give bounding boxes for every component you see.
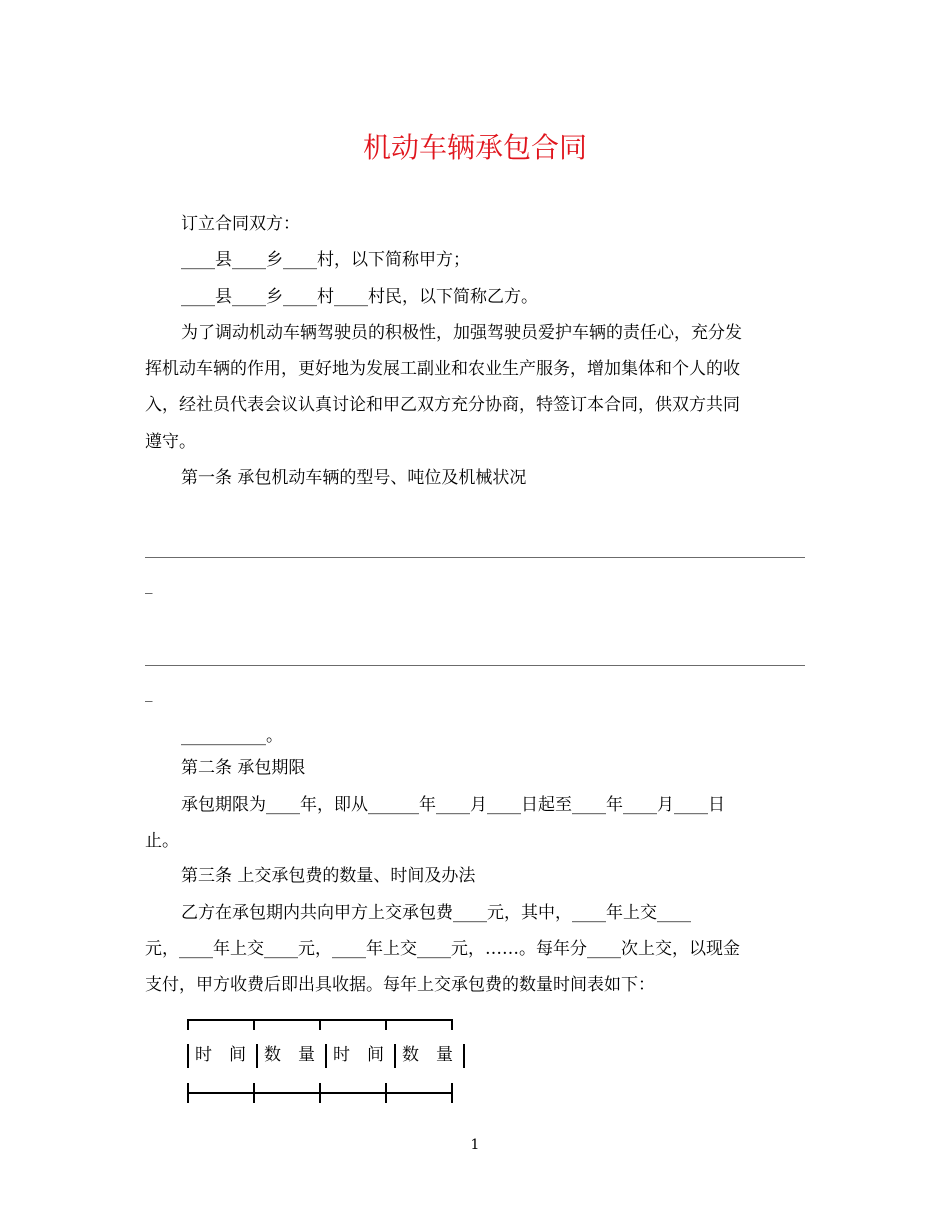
paragraph-term-line-1: 承包期限为____年，即从______年____月____日起至____年____月____日 — [181, 795, 725, 815]
fill-line-1-tail: _ — [145, 576, 153, 594]
paragraph-party-a: ____县____乡____村，以下简称甲方； — [181, 250, 470, 270]
fill-line-2 — [145, 665, 805, 666]
table-header-time: 时 间 — [195, 1045, 246, 1065]
paragraph-parties: 订立合同双方： — [181, 214, 300, 234]
document-title: 机动车辆承包合同 — [362, 131, 587, 164]
table-cross — [451, 1083, 453, 1103]
table-cell-separator — [325, 1044, 327, 1068]
paragraph-purpose-line-3: 入，经社员代表会议认真讨论和甲乙双方充分协商，特签订本合同，供双方共同 — [145, 395, 740, 415]
article-2-heading: 第二条 承包期限 — [181, 758, 306, 778]
paragraph-fee-line-2: 元，____年上交____元，____年上交____元，……。每年分____次上交，以现金 — [145, 939, 740, 959]
table-cross — [385, 1083, 387, 1103]
article-1-heading: 第一条 承包机动车辆的型号、吨位及机械状况 — [181, 468, 527, 488]
paragraph-purpose-line-1: 为了调动机动车辆驾驶员的积极性，加强驾驶员爱护车辆的责任心，充分发 — [181, 323, 742, 343]
fill-line-1 — [145, 557, 805, 558]
article-3-heading: 第三条 上交承包费的数量、时间及办法 — [181, 866, 476, 886]
paragraph-fee-line-1: 乙方在承包期内共向甲方上交承包费____元，其中，____年上交____ — [181, 903, 691, 923]
table-top-tick — [319, 1019, 321, 1030]
table-top-tick — [187, 1019, 189, 1030]
table-cross — [187, 1083, 189, 1103]
fill-line-2-tail: _ — [145, 684, 153, 702]
page-number: 1 — [470, 1137, 480, 1153]
table-header-time: 时 间 — [333, 1045, 384, 1065]
paragraph-purpose-line-2: 挥机动车辆的作用，更好地为发展工副业和农业生产服务，增加集体和个人的收 — [145, 359, 740, 379]
table-top-tick — [451, 1019, 453, 1030]
table-cross — [253, 1083, 255, 1103]
table-cell-separator — [394, 1044, 396, 1068]
paragraph-purpose-line-4: 遵守。 — [145, 432, 196, 452]
fill-line-end: __________。 — [181, 726, 283, 746]
paragraph-party-b: ____县____乡____村____村民，以下简称乙方。 — [181, 287, 538, 307]
table-cell-separator — [463, 1044, 465, 1068]
paragraph-term-line-2: 止。 — [145, 831, 179, 851]
table-cell-separator — [187, 1044, 189, 1068]
table-header-quantity: 数 量 — [264, 1045, 315, 1065]
paragraph-fee-line-3: 支付，甲方收费后即出具收据。每年上交承包费的数量时间表如下： — [145, 975, 655, 995]
table-header-quantity: 数 量 — [402, 1045, 453, 1065]
table-top-tick — [385, 1019, 387, 1030]
table-top-tick — [253, 1019, 255, 1030]
table-cell-separator — [256, 1044, 258, 1068]
table-cross — [319, 1083, 321, 1103]
